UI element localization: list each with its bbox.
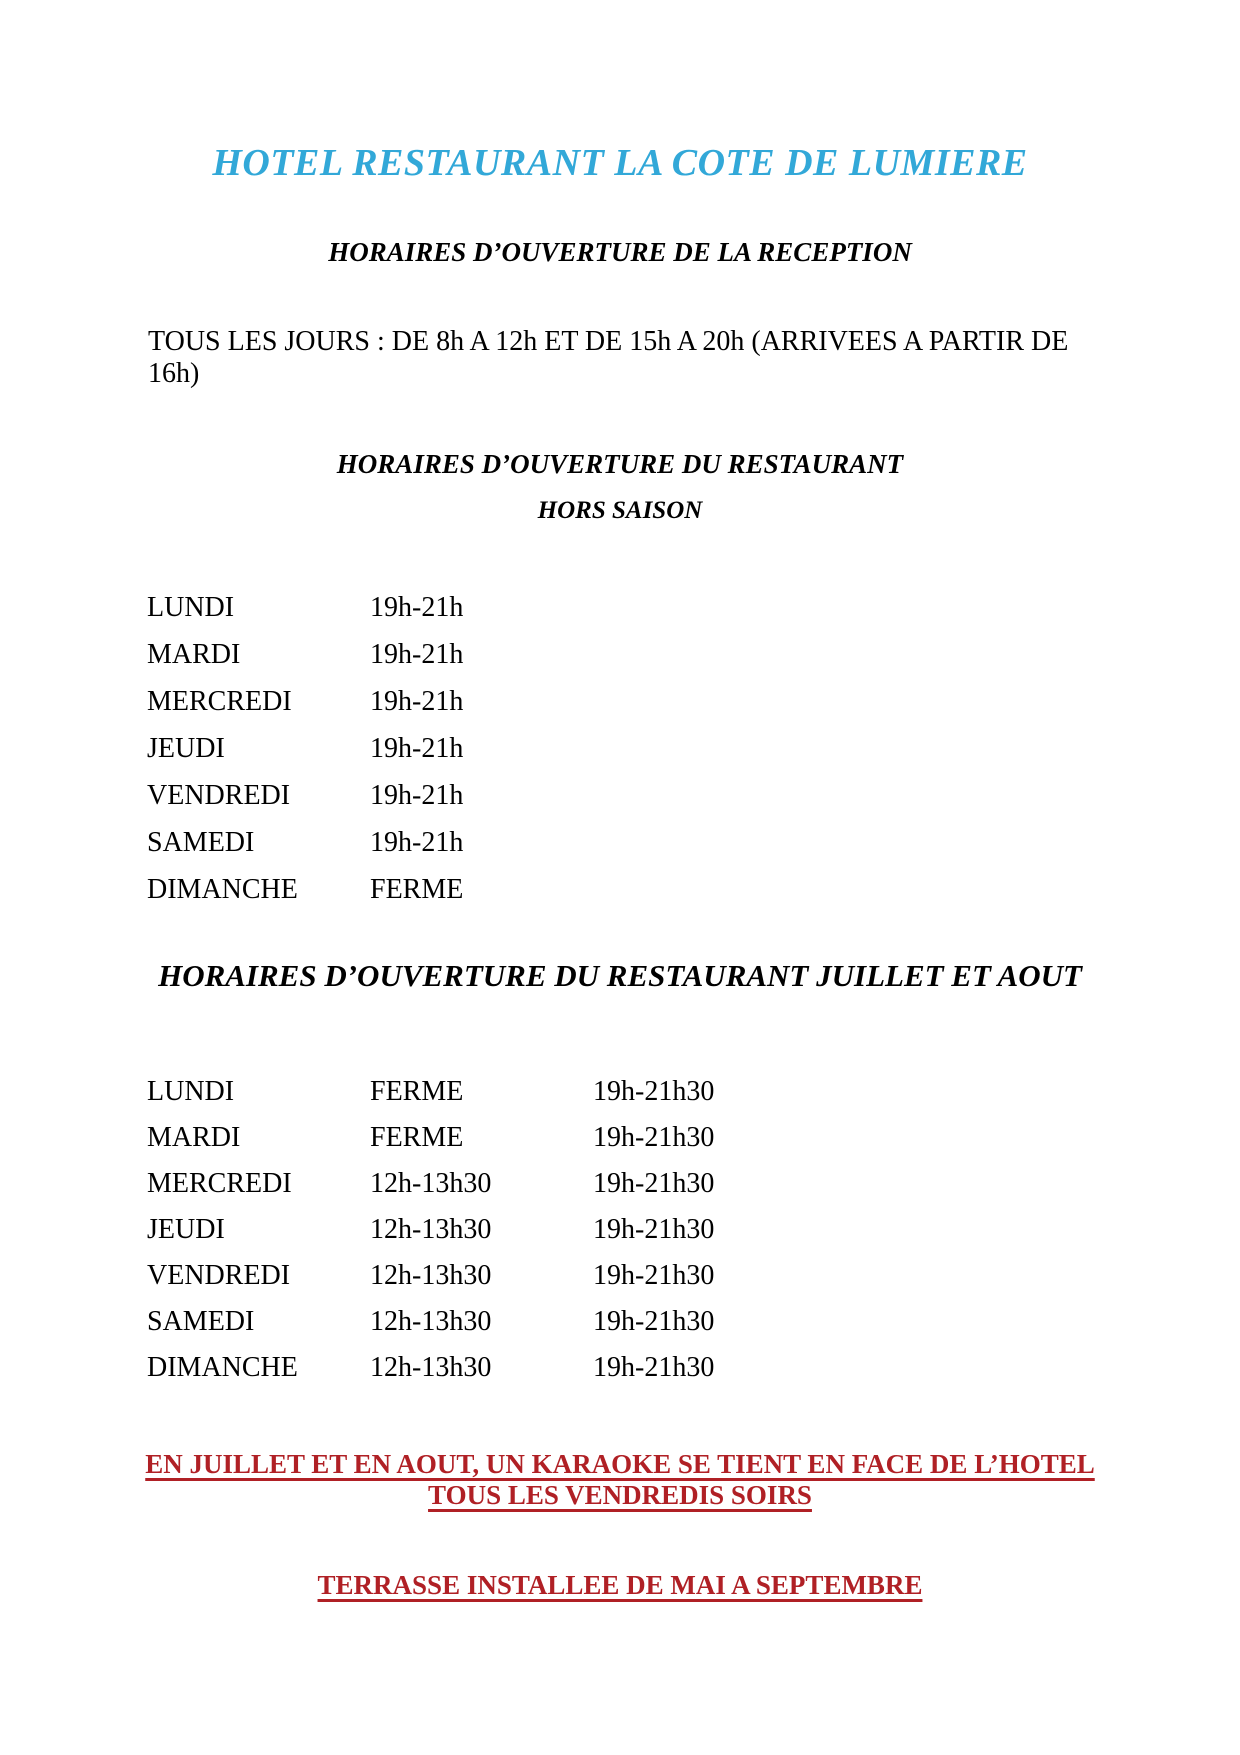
- day-cell: MERCREDI: [147, 1168, 292, 1199]
- table-row: [147, 1121, 714, 1167]
- table-row: [147, 1075, 714, 1121]
- table-row: [147, 1167, 714, 1213]
- table-row: [147, 1213, 714, 1259]
- midday-cell: 12h-13h30: [370, 1214, 492, 1245]
- day-cell: MERCREDI: [147, 686, 292, 717]
- evening-cell: 19h-21h30: [593, 1122, 715, 1153]
- day-cell: MARDI: [147, 639, 241, 670]
- midday-cell: FERME: [370, 1076, 464, 1107]
- day-cell: JEUDI: [147, 733, 225, 764]
- table-row: [147, 779, 463, 826]
- table-row: [147, 1351, 714, 1397]
- table-row: [147, 732, 463, 779]
- hors-saison-table: [147, 591, 463, 920]
- day-cell: VENDREDI: [147, 780, 291, 811]
- evening-cell: 19h-21h30: [593, 1168, 715, 1199]
- day-cell: SAMEDI: [147, 827, 255, 858]
- document-title: HOTEL RESTAURANT LA COTE DE LUMIERE: [212, 142, 1028, 184]
- terrasse-notice-text: TERRASSE INSTALLEE DE MAI A SEPTEMBRE: [317, 1570, 923, 1600]
- evening-cell: 19h-21h30: [593, 1076, 715, 1107]
- day-cell: MARDI: [147, 1122, 241, 1153]
- table-row: [147, 638, 463, 685]
- day-cell: LUNDI: [147, 592, 235, 623]
- juillet-aout-heading: HORAIRES D’OUVERTURE DU RESTAURANT JUILLET ET AOUT: [158, 958, 1082, 993]
- time-cell: 19h-21h: [370, 639, 464, 670]
- day-cell: JEUDI: [147, 1214, 225, 1245]
- midday-cell: 12h-13h30: [370, 1352, 492, 1383]
- restaurant-hours-heading: HORAIRES D’OUVERTURE DU RESTAURANT: [336, 449, 904, 479]
- day-cell: SAMEDI: [147, 1306, 255, 1337]
- time-cell: 19h-21h: [370, 733, 464, 764]
- midday-cell: 12h-13h30: [370, 1306, 492, 1337]
- table-row: [147, 685, 463, 732]
- table-row: [147, 1305, 714, 1351]
- day-cell: LUNDI: [147, 1076, 235, 1107]
- juillet-aout-table: [147, 1075, 714, 1397]
- karaoke-notice-line2: TOUS LES VENDREDIS SOIRS: [428, 1480, 812, 1510]
- hors-saison-subheading: HORS SAISON: [537, 497, 703, 524]
- midday-cell: FERME: [370, 1122, 464, 1153]
- time-cell: FERME: [370, 874, 464, 905]
- day-cell: VENDREDI: [147, 1260, 291, 1291]
- karaoke-notice-line1: EN JUILLET ET EN AOUT, UN KARAOKE SE TIENT EN FACE DE L’HOTEL: [145, 1449, 1095, 1479]
- time-cell: 19h-21h: [370, 780, 464, 811]
- table-row: [147, 826, 463, 873]
- reception-hours-text: TOUS LES JOURS : DE 8h A 12h ET DE 15h A 20h (ARRIVEES A PARTIR DE 16h): [148, 326, 1069, 389]
- evening-cell: 19h-21h30: [593, 1260, 715, 1291]
- table-row: [147, 591, 463, 638]
- time-cell: 19h-21h: [370, 592, 464, 623]
- midday-cell: 12h-13h30: [370, 1168, 492, 1199]
- time-cell: 19h-21h: [370, 686, 464, 717]
- day-cell: DIMANCHE: [147, 874, 298, 905]
- terrasse-notice: [0, 1570, 1240, 1601]
- day-cell: DIMANCHE: [147, 1352, 298, 1383]
- time-cell: 19h-21h: [370, 827, 464, 858]
- table-row: [147, 1259, 714, 1305]
- midday-cell: 12h-13h30: [370, 1260, 492, 1291]
- evening-cell: 19h-21h30: [593, 1306, 715, 1337]
- table-row: [147, 873, 463, 920]
- karaoke-notice: [0, 1449, 1240, 1511]
- reception-hours-heading: HORAIRES D’OUVERTURE DE LA RECEPTION: [328, 237, 912, 267]
- evening-cell: 19h-21h30: [593, 1352, 715, 1383]
- evening-cell: 19h-21h30: [593, 1214, 715, 1245]
